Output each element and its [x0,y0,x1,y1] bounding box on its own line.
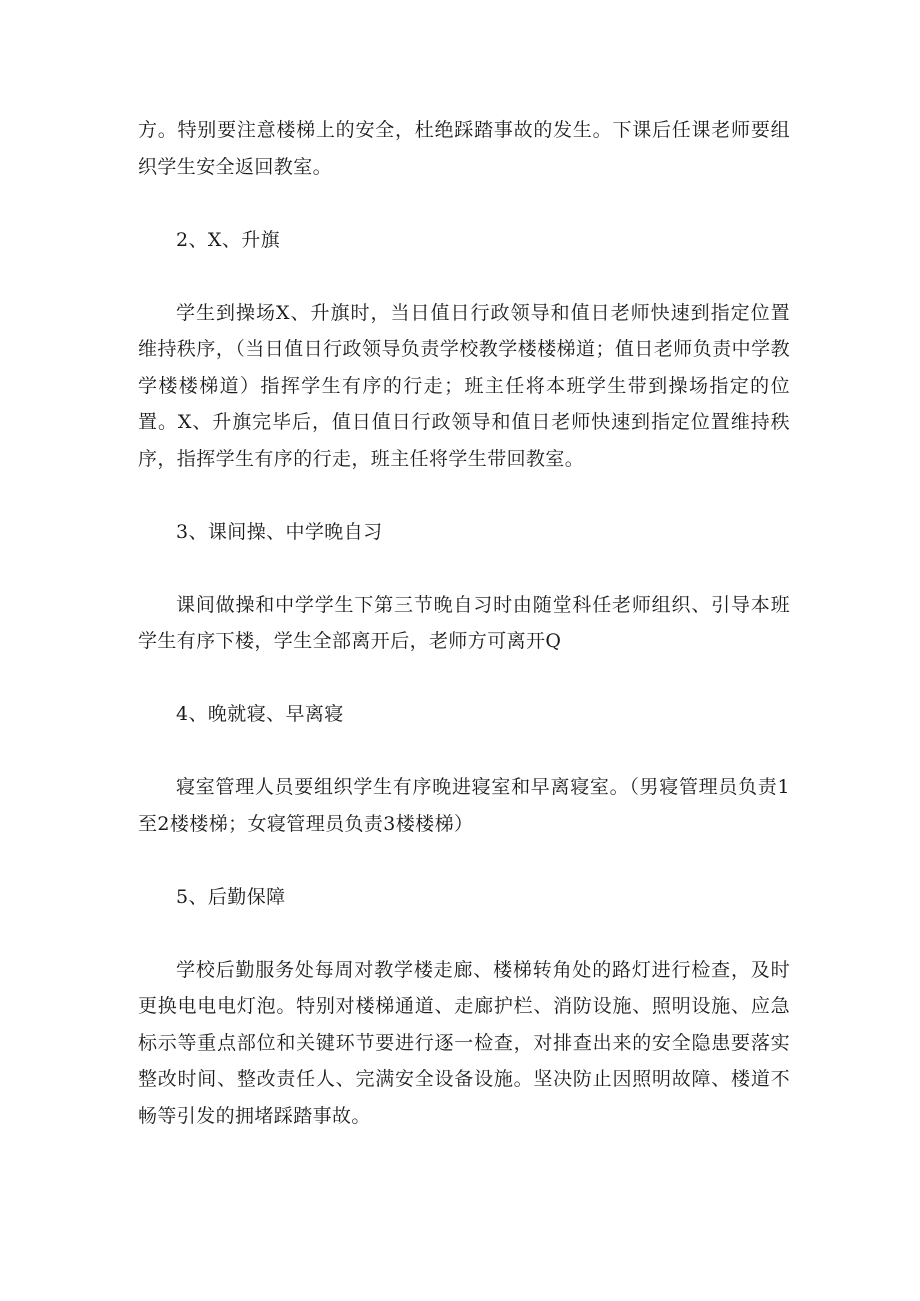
section-heading-5: 5、后勤保障 [176,885,286,908]
paragraph-3: 课间做操和中学学生下第三节晚自习时由随堂科任老师组织、引导本班学生有序下楼，学生全部离开后，老师方可离开Q [138,593,790,652]
spacer [138,915,790,952]
spacer [138,185,790,222]
section-heading-4: 4、晚就寝、早离寝 [176,703,344,725]
paragraph-intro: 方。特别要注意楼梯上的安全，杜绝踩踏事故的发生。下课后任课老师要组织学生安全返回教室。 [138,119,790,178]
paragraph-2: 学生到操场X、升旗时，当日值日行政领导和值日老师快速到指定位置维持秩序，（当日值日行政领导负责学校教学楼楼梯道；值日老师负责中学教学楼楼梯道）指挥学生有序的行走；班主任将本班学生带到操场指定的位置。X、升旗完毕后，值日值日行政领导和值日老师快速到指定位置维持秩序，指挥学生有序的行走，班主任将学生带回教室。 [138,301,790,470]
spacer [138,660,790,697]
paragraph-4: 寝室管理人员要组织学生有序晚进寝室和早离寝室。（男寝管理员负责1至2楼楼梯；女寝管理员负责3楼楼梯） [138,776,790,835]
section-heading-2: 2、X、升旗 [176,228,281,251]
spacer [138,258,790,295]
section-heading-3: 3、课间操、中学晚自习 [176,520,383,543]
document-page [138,112,790,1134]
spacer [138,477,790,514]
spacer [138,550,790,587]
paragraph-5: 学校后勤服务处每周对教学楼走廊、楼梯转角处的路灯进行检查，及时更换电电电灯泡。特别对楼梯通道、走廊护栏、消防设施、照明设施、应急标示等重点部位和关键环节要进行逐一检查，对排查出来的安全隐患要落实整改时间、整改责任人、完满安全设备设施。坚决防止因照明故障、楼道不畅等引发的拥堵踩踏事故。 [138,958,790,1127]
spacer [138,733,790,770]
spacer [138,842,790,879]
